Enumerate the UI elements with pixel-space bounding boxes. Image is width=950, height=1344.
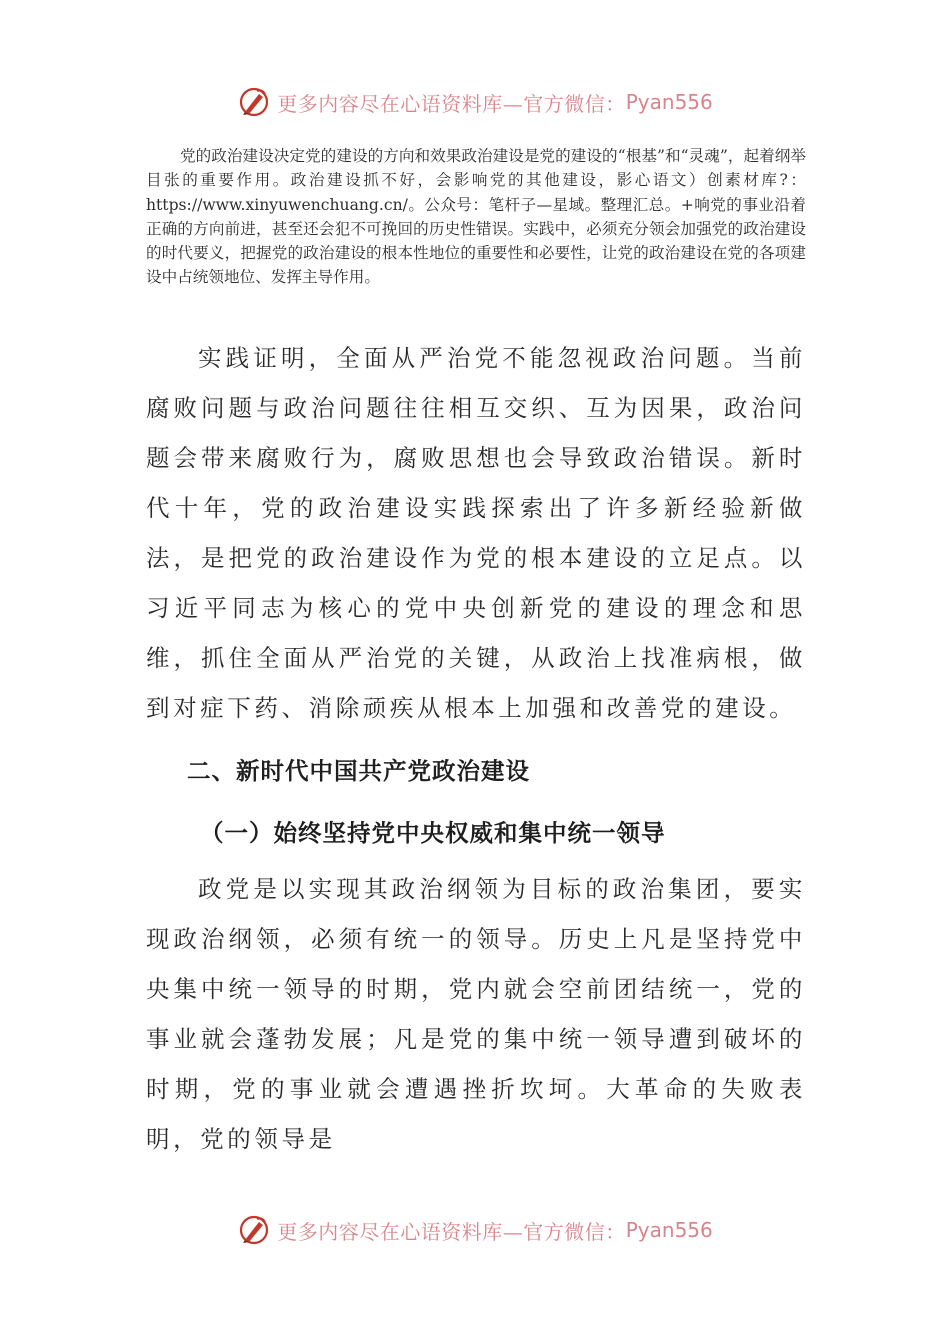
footer-watermark-banner [0, 1208, 950, 1252]
pen-logo-icon [237, 1213, 271, 1247]
subsection-heading: （一）始终坚持党中央权威和集中统一领导 [200, 819, 666, 847]
header-watermark-banner [0, 80, 950, 124]
intro-paragraph: 党的政治建设决定党的建设的方向和效果政治建设是党的建设的“根基”和“灵魂”，起着纲举目张的重要作用。政治建设抓不好，会影响党的其他建设，影心语文）创素材库?：https://www.xinyuwenchuang.cn/。公众号：笔杆子—星域。整理汇总。+响党的事业沿着正确的方向前进，甚至还会犯不可挽回的历史性错误。实践中，必须充分领会加强党的政治建设的时代要义，把握党的政治建设的根本性地位的重要性和必要性，让党的政治建设在党的各项建设中占统领地位、发挥主导作用。 [146, 147, 806, 287]
section-heading: 二、新时代中国共产党政治建设 [187, 757, 530, 785]
pen-logo-icon [237, 85, 271, 119]
banner-handle: Pyan556 [625, 90, 713, 114]
body-paragraph-2: 政党是以实现其政治纲领为目标的政治集团，要实现政治纲领，必须有统一的领导。历史上凡是坚持党中央集中统一领导的时期，党内就会空前团结统一，党的事业就会蓬勃发展；凡是党的集中统一领导遭到破坏的时期，党的事业就会遭遇挫折坎坷。大革命的失败表明，党的领导是 [146, 875, 806, 1153]
banner-handle: Pyan556 [625, 1218, 713, 1242]
banner-text: 更多内容尽在心语资料库—官方微信： [277, 1219, 626, 1244]
body-paragraph-1: 实践证明，全面从严治党不能忽视政治问题。当前腐败问题与政治问题往往相互交织、互为因果，政治问题会带来腐败行为，腐败思想也会导致政治错误。新时代十年，党的政治建设实践探索出了许多新经验新做法，是把党的政治建设作为党的根本建设的立足点。以习近平同志为核心的党中央创新党的建设的理念和思维，抓住全面从严治党的关键，从政治上找准病根，做到对症下药、消除顽疾从根本上加强和改善党的建设。 [146, 344, 806, 722]
banner-text: 更多内容尽在心语资料库—官方微信： [277, 91, 626, 116]
